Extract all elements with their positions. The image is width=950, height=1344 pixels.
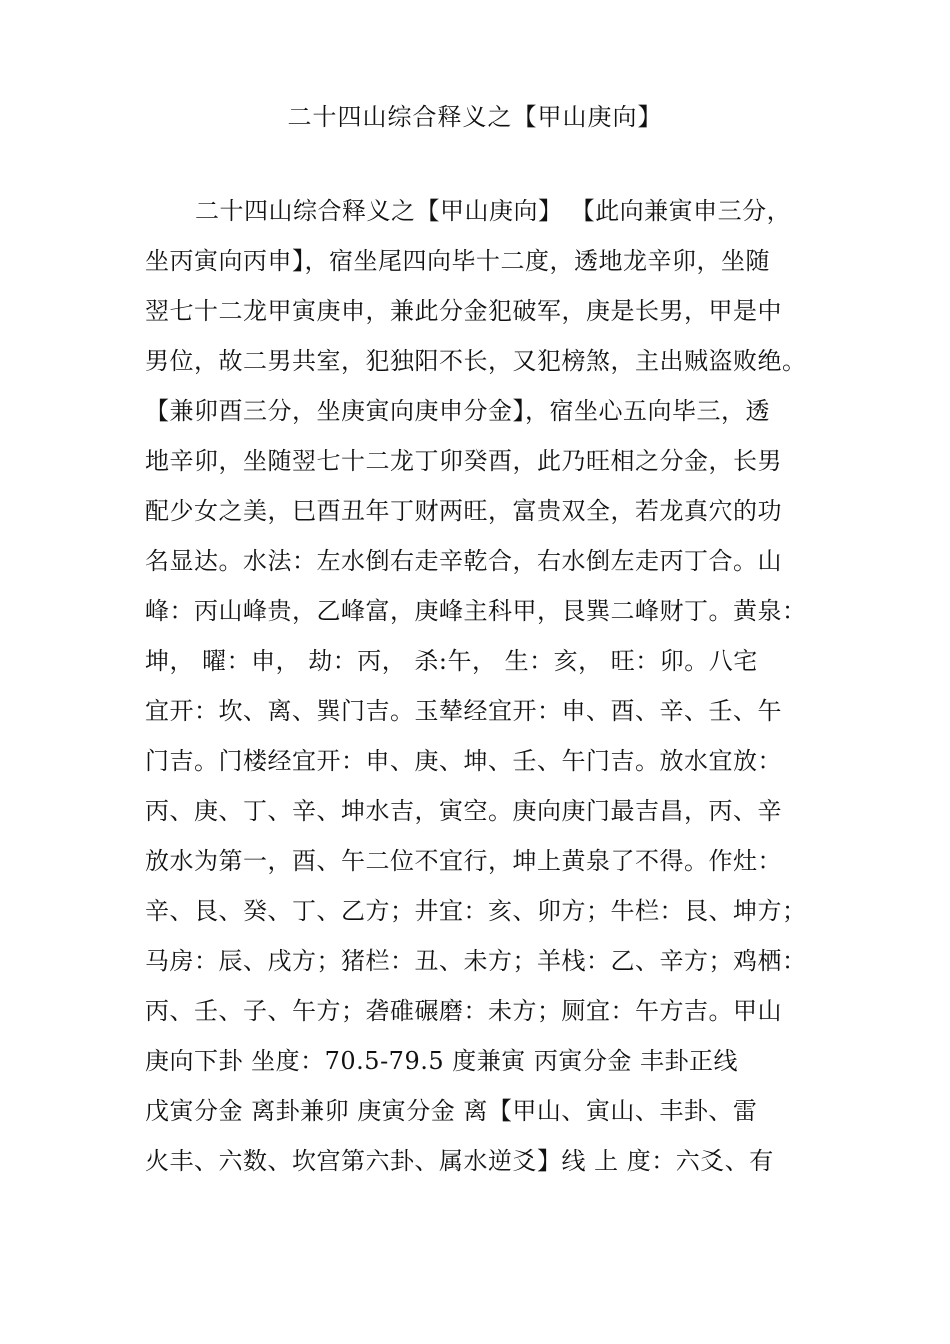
text-line: 丙、壬、子、午方；砻碓碾磨：未方；厕宜：午方吉。甲山: [145, 997, 782, 1025]
text-line: 配少女之美，巳酉丑年丁财两旺，富贵双全，若龙真穴的功: [145, 497, 782, 525]
text-line: 放水为第一，酉、午二位不宜行，坤上黄泉了不得。作灶：: [145, 847, 782, 875]
text-line: 二十四山综合释义之【甲山庚向】 【此向兼寅申三分，: [195, 197, 792, 225]
text-line: 火丰、六数、坎宫第六卦、属水逆爻】线 上 度：六爻、有: [145, 1147, 774, 1175]
text-line: 峰：丙山峰贵，乙峰富，庚峰主科甲，艮巽二峰财丁。黄泉：: [145, 597, 807, 625]
text-line: 地辛卯，坐随翌七十二龙丁卯癸酉，此乃旺相之分金，长男: [145, 447, 782, 475]
text-line: 宜开：坎、离、巽门吉。玉辇经宜开：申、酉、辛、壬、午: [145, 697, 782, 725]
text-line: 戊寅分金 离卦兼卯 庚寅分金 离【甲山、寅山、丰卦、雷: [145, 1097, 758, 1125]
text-line: 庚向下卦 坐度：70.5-79.5 度兼寅 丙寅分金 丰卦正线: [145, 1047, 738, 1075]
text-line: 马房：辰、戌方；猪栏：丑、未方；羊栈：乙、辛方；鸡栖：: [145, 947, 807, 975]
text-line: 辛、艮、癸、丁、乙方；井宜：亥、卯方；牛栏：艮、坤方；: [145, 897, 807, 925]
text-line: 门吉。门楼经宜开：申、庚、坤、壬、午门吉。放水宜放：: [145, 747, 782, 775]
text-line: 坤， 曜：申， 劫：丙， 杀:午， 生：亥， 旺：卯。八宅: [145, 647, 758, 675]
text-line: 名显达。水法：左水倒右走辛乾合，右水倒左走丙丁合。山: [145, 547, 782, 575]
text-line: 【兼卯酉三分，坐庚寅向庚申分金】，宿坐心五向毕三，透: [145, 397, 770, 425]
text-line: 丙、庚、丁、辛、坤水吉，寅空。庚向庚门最吉昌，丙、辛: [145, 797, 782, 825]
document-title: 二十四山综合释义之【甲山庚向】: [287, 103, 663, 131]
document-body: [145, 186, 825, 1186]
text-line: 坐丙寅向丙申】，宿坐尾四向毕十二度，透地龙辛卯，坐随: [145, 247, 770, 275]
text-line: 男位，故二男共室，犯独阳不长，又犯榜煞，主出贼盗败绝。: [145, 347, 807, 375]
text-line: 翌七十二龙甲寅庚申，兼此分金犯破军，庚是长男，甲是中: [145, 297, 782, 325]
